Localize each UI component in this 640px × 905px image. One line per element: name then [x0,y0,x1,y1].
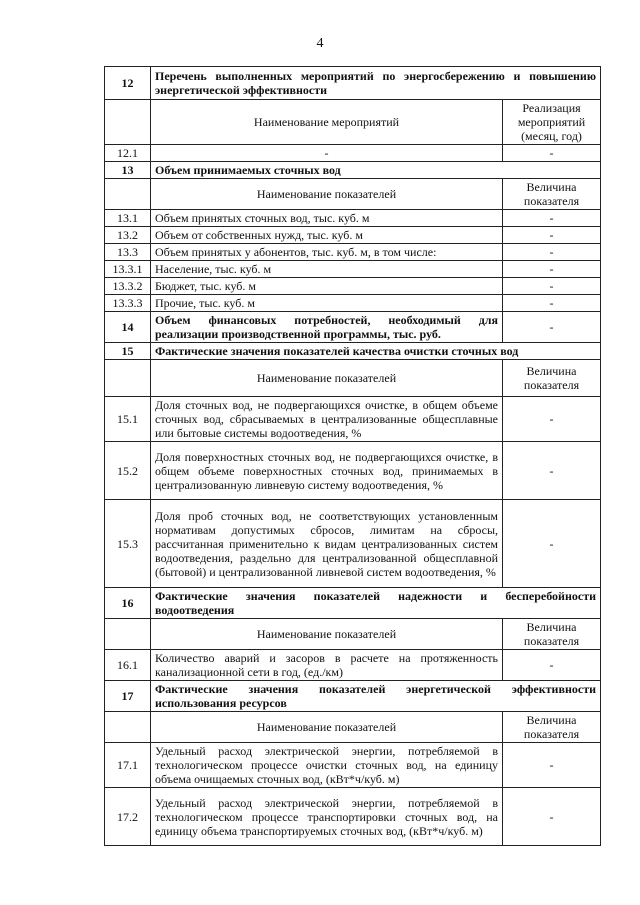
column-header-row [105,619,601,650]
row-name: Доля проб сточных вод, не соответствующих установленным нормативам допустимых сбросов, лимитам на сбросы, рассчитанная применительно к видам централизованных систем водоотведения, раздельно для централизованной общесплавной (бытовой) и централизованной ливневой систем водоотведения, % [151,500,503,588]
report-table [104,66,601,846]
section-title: Перечень выполненных мероприятий по энергосбережению и повышению энергетической эффективности [151,67,601,100]
row-number: 15.2 [105,442,151,500]
table-row [105,244,601,261]
row-value: - [503,145,601,162]
table-row [105,500,601,588]
row-number: 13.3 [105,244,151,261]
row-number: 15.3 [105,500,151,588]
row-number: 13.2 [105,227,151,244]
table-row [105,650,601,681]
empty-cell [105,360,151,397]
column-header-name: Наименование мероприятий [151,100,503,145]
row-value: - [503,210,601,227]
section-title: Объем финансовых потребностей, необходимый для реализации производственной программы, тыс. руб. [151,312,503,343]
row-value: - [503,397,601,442]
row-number: 13.1 [105,210,151,227]
section-number: 17 [105,681,151,712]
section-number: 14 [105,312,151,343]
row-value: - [503,442,601,500]
row-value: - [503,312,601,343]
column-header-name: Наименование показателей [151,619,503,650]
table-row [105,295,601,312]
row-number: 13.3.1 [105,261,151,278]
row-number: 15.1 [105,397,151,442]
section-17-header [105,681,601,712]
row-name: Прочие, тыс. куб. м [151,295,503,312]
column-header-row [105,100,601,145]
column-header-name: Наименование показателей [151,360,503,397]
row-name: Удельный расход электрической энергии, потребляемой в технологическом процессе очистки сточных вод, на единицу объема очищаемых сточных вод, (кВт*ч/куб. м) [151,743,503,788]
table-row [105,261,601,278]
column-header-row [105,360,601,397]
column-header-name: Наименование показателей [151,179,503,210]
section-number: 15 [105,343,151,360]
table-row [105,210,601,227]
empty-cell [105,619,151,650]
row-value: - [503,261,601,278]
table-row [105,145,601,162]
row-name: Удельный расход электрической энергии, потребляемой в технологическом процессе транспортировки сточных вод, на единицу объема транспортируемых сточных вод, (кВт*ч/куб. м) [151,788,503,846]
table-row [105,743,601,788]
section-title: Фактические значения показателей качества очистки сточных вод [151,343,601,360]
column-header-value: Величина показателя [503,360,601,397]
section-15-header [105,343,601,360]
section-13-header [105,162,601,179]
row-name: Бюджет, тыс. куб. м [151,278,503,295]
row-name: Количество аварий и засоров в расчете на протяженность канализационной сети в год, (ед./км) [151,650,503,681]
row-value: - [503,743,601,788]
table-row [105,442,601,500]
table-row [105,278,601,295]
row-number: 16.1 [105,650,151,681]
row-value: - [503,278,601,295]
row-name: Объем от собственных нужд, тыс. куб. м [151,227,503,244]
column-header-row [105,179,601,210]
row-value: - [503,227,601,244]
section-number: 12 [105,67,151,100]
empty-cell [105,100,151,145]
row-value: - [503,500,601,588]
table-row [105,397,601,442]
row-value: - [503,788,601,846]
row-name: Объем принятых сточных вод, тыс. куб. м [151,210,503,227]
row-value: - [503,244,601,261]
page-number: 4 [316,36,324,51]
table-row [105,227,601,244]
table-row [105,788,601,846]
section-title: Объем принимаемых сточных вод [151,162,601,179]
column-header-value: Величина показателя [503,179,601,210]
section-title: Фактические значения показателей надежности и бесперебойности водоотведения [151,588,601,619]
row-name: Доля сточных вод, не подвергающихся очистке, в общем объеме сточных вод, сбрасываемых в централизованные общесплавные или бытовые системы водоотведения, % [151,397,503,442]
row-number: 17.1 [105,743,151,788]
empty-cell [105,712,151,743]
section-number: 13 [105,162,151,179]
column-header-row [105,712,601,743]
section-title: Фактические значения показателей энергетической эффективности использования ресурсов [151,681,601,712]
section-12-header [105,67,601,100]
row-name: Доля поверхностных сточных вод, не подвергающихся очистке, в общем объеме поверхностных сточных вод, принимаемых в централизованную ливневую систему водоотведения, % [151,442,503,500]
row-number: 17.2 [105,788,151,846]
row-number: 13.3.3 [105,295,151,312]
section-14-row [105,312,601,343]
section-16-header [105,588,601,619]
row-value: - [503,650,601,681]
column-header-value: Величина показателя [503,619,601,650]
section-number: 16 [105,588,151,619]
row-value: - [503,295,601,312]
row-name: - [151,145,503,162]
row-number: 12.1 [105,145,151,162]
row-name: Население, тыс. куб. м [151,261,503,278]
column-header-value: Величина показателя [503,712,601,743]
column-header-value: Реализация мероприятий (месяц, год) [503,100,601,145]
column-header-name: Наименование показателей [151,712,503,743]
empty-cell [105,179,151,210]
row-name: Объем принятых у абонентов, тыс. куб. м, в том числе: [151,244,503,261]
row-number: 13.3.2 [105,278,151,295]
